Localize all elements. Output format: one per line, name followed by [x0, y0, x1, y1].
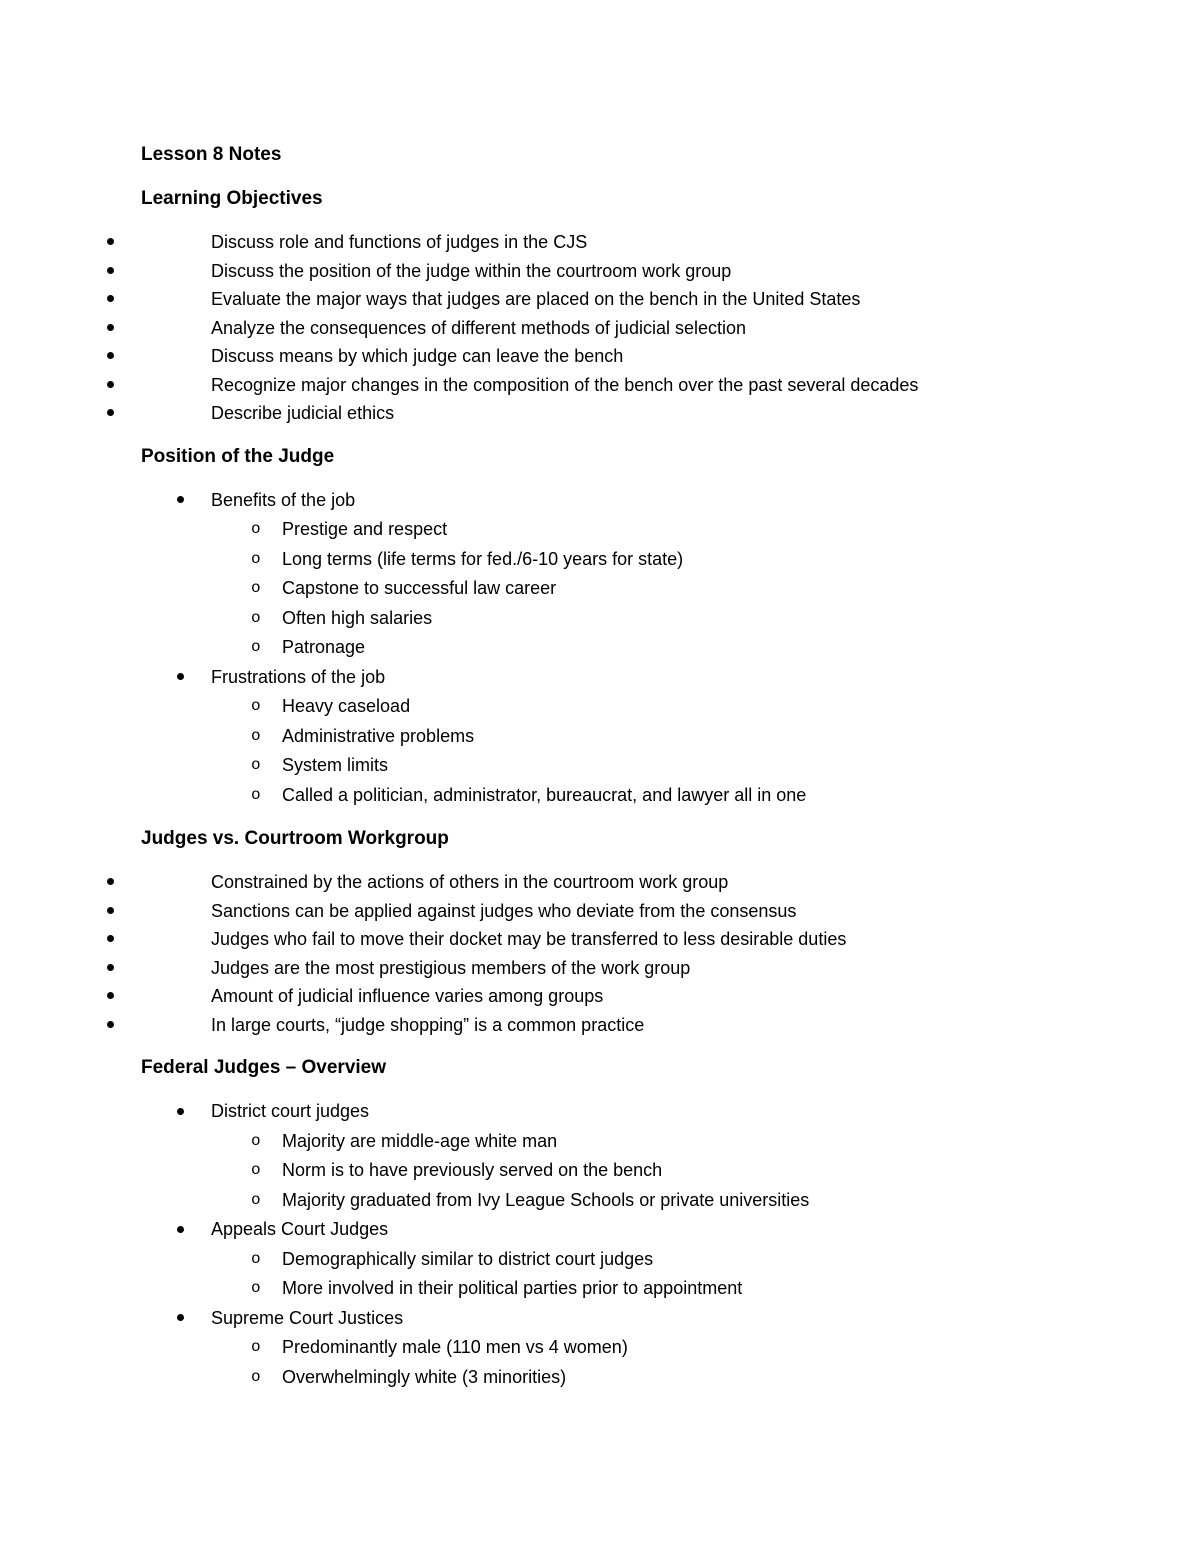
- sub-list: [211, 1333, 1101, 1392]
- bullet-list: [141, 228, 1101, 428]
- bullet-text: Frustrations of the job: [211, 666, 386, 687]
- bullet-item: [141, 1304, 1101, 1393]
- bullet-icon: [107, 964, 114, 971]
- bullet-icon: [107, 878, 114, 885]
- bullet-item: [141, 663, 1101, 811]
- spacer: [141, 1039, 1101, 1053]
- bullet-item: [141, 982, 1101, 1011]
- document-title: Lesson 8 Notes: [141, 144, 282, 165]
- sub-bullet-icon: o: [251, 1190, 261, 1209]
- spacer: [141, 1083, 1101, 1097]
- bullet-text: In large courts, “judge shopping” is a common practice: [211, 1014, 645, 1035]
- section-heading: Judges vs. Courtroom Workgroup: [141, 828, 449, 849]
- bullet-item: [141, 868, 1101, 897]
- sub-item: [211, 751, 1101, 781]
- bullet-text: Describe judicial ethics: [211, 403, 395, 423]
- sub-list: [211, 1127, 1101, 1216]
- sub-text: Capstone to successful law career: [282, 578, 557, 598]
- sub-bullet-icon: o: [251, 1161, 261, 1179]
- sub-text: Patronage: [282, 637, 366, 657]
- sub-item: [211, 1333, 1101, 1363]
- spacer: [141, 170, 1101, 184]
- section-heading: Position of the Judge: [141, 445, 335, 467]
- sub-bullet-icon: o: [251, 1367, 261, 1386]
- section-heading: Federal Judges – Overview: [141, 1057, 387, 1078]
- bullet-item: [141, 399, 1101, 428]
- bullet-text: Sanctions can be applied against judges who deviate from the consensus: [211, 900, 797, 921]
- bullet-item: [141, 371, 1101, 400]
- section-position-of-the-judge: [141, 442, 1101, 825]
- sub-item: [211, 604, 1101, 634]
- sub-item: [211, 692, 1101, 722]
- bullet-text: Appeals Court Judges: [211, 1219, 389, 1239]
- bullet-row: [211, 486, 1101, 516]
- sub-bullet-icon: o: [251, 520, 261, 538]
- bullet-text: Recognize major changes in the composition of the bench over the past several decades: [211, 374, 919, 395]
- sub-bullet-icon: o: [251, 726, 261, 745]
- bullet-item: [141, 486, 1101, 663]
- bullet-item: [141, 228, 1101, 257]
- sub-bullet-icon: o: [251, 697, 261, 715]
- sub-item: [211, 1156, 1101, 1186]
- bullet-row: [211, 1215, 1101, 1245]
- bullet-text: Constrained by the actions of others in the courtroom work group: [211, 872, 729, 892]
- bullet-icon: [107, 1021, 114, 1028]
- sub-bullet-icon: o: [251, 1249, 261, 1268]
- bullet-text: Supreme Court Justices: [211, 1307, 404, 1328]
- bullet-item: [141, 314, 1101, 343]
- sub-list: [211, 692, 1101, 810]
- sub-bullet-icon: o: [251, 785, 261, 804]
- sub-bullet-icon: o: [251, 549, 261, 568]
- sub-text: System limits: [282, 755, 389, 775]
- sub-item: [211, 545, 1101, 575]
- sub-text: Heavy caseload: [282, 696, 411, 716]
- sub-text: Majority are middle-age white man: [282, 1130, 558, 1151]
- bullet-text: Discuss means by which judge can leave the bench: [211, 346, 624, 366]
- bullet-text: Benefits of the job: [211, 489, 356, 510]
- bullet-icon: [177, 1108, 184, 1115]
- spacer: [141, 428, 1101, 442]
- spacer: [141, 810, 1101, 824]
- sub-item: [211, 1363, 1101, 1393]
- sub-item: [211, 781, 1101, 811]
- bullet-item: [141, 257, 1101, 286]
- sub-bullet-icon: o: [251, 579, 261, 597]
- sub-text: Majority graduated from Ivy League Schools or private universities: [282, 1189, 810, 1210]
- bullet-icon: [107, 324, 114, 331]
- sub-bullet-icon: o: [251, 638, 261, 656]
- bullet-icon: [107, 992, 114, 999]
- sub-item: [211, 1245, 1101, 1275]
- section-federal-judges-overview: [141, 1053, 1101, 1392]
- sub-bullet-icon: o: [251, 756, 261, 774]
- bullet-text: District court judges: [211, 1101, 370, 1121]
- spacer: [141, 854, 1101, 868]
- sub-item: [211, 515, 1101, 545]
- sub-text: Long terms (life terms for fed./6-10 years for state): [282, 548, 684, 569]
- bullet-item: [141, 1011, 1101, 1040]
- spacer: [141, 214, 1101, 228]
- sub-bullet-icon: o: [251, 608, 261, 627]
- bullet-row: [211, 663, 1101, 693]
- sub-text: Overwhelmingly white (3 minorities): [282, 1366, 567, 1387]
- sub-item: [211, 1186, 1101, 1216]
- bullet-list: [141, 486, 1101, 811]
- document-page: [141, 140, 1101, 1392]
- section-judges-vs-courtroom-workgroup: [141, 824, 1101, 1053]
- sub-text: Prestige and respect: [282, 519, 448, 539]
- sub-text: Demographically similar to district court judges: [282, 1248, 654, 1269]
- bullet-row: [211, 1097, 1101, 1127]
- sub-text: Called a politician, administrator, bureaucrat, and lawyer all in one: [282, 784, 807, 805]
- sub-text: More involved in their political parties prior to appointment: [282, 1278, 743, 1298]
- sub-bullet-icon: o: [251, 1131, 261, 1150]
- bullet-item: [141, 1215, 1101, 1304]
- sub-item: [211, 1274, 1101, 1304]
- sub-text: Norm is to have previously served on the bench: [282, 1160, 663, 1180]
- bullet-icon: [107, 238, 114, 245]
- bullet-text: Discuss role and functions of judges in the CJS: [211, 232, 588, 252]
- bullet-icon: [177, 1226, 184, 1233]
- sub-text: Administrative problems: [282, 725, 475, 746]
- bullet-text: Judges who fail to move their docket may be transferred to less desirable duties: [211, 929, 847, 949]
- sub-list: [211, 515, 1101, 663]
- bullet-icon: [177, 1314, 184, 1321]
- bullet-item: [141, 954, 1101, 983]
- bullet-item: [141, 925, 1101, 954]
- bullet-text: Judges are the most prestigious members of the work group: [211, 957, 691, 978]
- bullet-icon: [107, 409, 114, 416]
- bullet-icon: [107, 907, 114, 914]
- bullet-text: Evaluate the major ways that judges are placed on the bench in the United States: [211, 289, 861, 309]
- sub-text: Predominantly male (110 men vs 4 women): [282, 1337, 628, 1357]
- spacer: [141, 472, 1101, 486]
- bullet-text: Analyze the consequences of different methods of judicial selection: [211, 317, 746, 338]
- bullet-icon: [107, 295, 114, 302]
- bullet-list: [141, 868, 1101, 1039]
- section-learning-objectives: [141, 184, 1101, 442]
- bullet-icon: [177, 496, 184, 503]
- bullet-icon: [107, 935, 114, 942]
- sub-bullet-icon: o: [251, 1279, 261, 1297]
- bullet-list: [141, 1097, 1101, 1392]
- sub-item: [211, 574, 1101, 604]
- bullet-item: [141, 342, 1101, 371]
- sub-list: [211, 1245, 1101, 1304]
- bullet-icon: [107, 267, 114, 274]
- sub-item: [211, 1127, 1101, 1157]
- bullet-text: Discuss the position of the judge within the courtroom work group: [211, 260, 732, 281]
- bullet-icon: [177, 673, 184, 680]
- sub-text: Often high salaries: [282, 607, 433, 628]
- bullet-item: [141, 897, 1101, 926]
- bullet-text: Amount of judicial influence varies among groups: [211, 986, 604, 1006]
- bullet-item: [141, 1097, 1101, 1215]
- bullet-icon: [107, 381, 114, 388]
- sub-bullet-icon: o: [251, 1338, 261, 1356]
- sub-item: [211, 633, 1101, 663]
- sub-item: [211, 722, 1101, 752]
- section-heading: Learning Objectives: [141, 188, 323, 209]
- bullet-item: [141, 285, 1101, 314]
- bullet-icon: [107, 352, 114, 359]
- bullet-row: [211, 1304, 1101, 1334]
